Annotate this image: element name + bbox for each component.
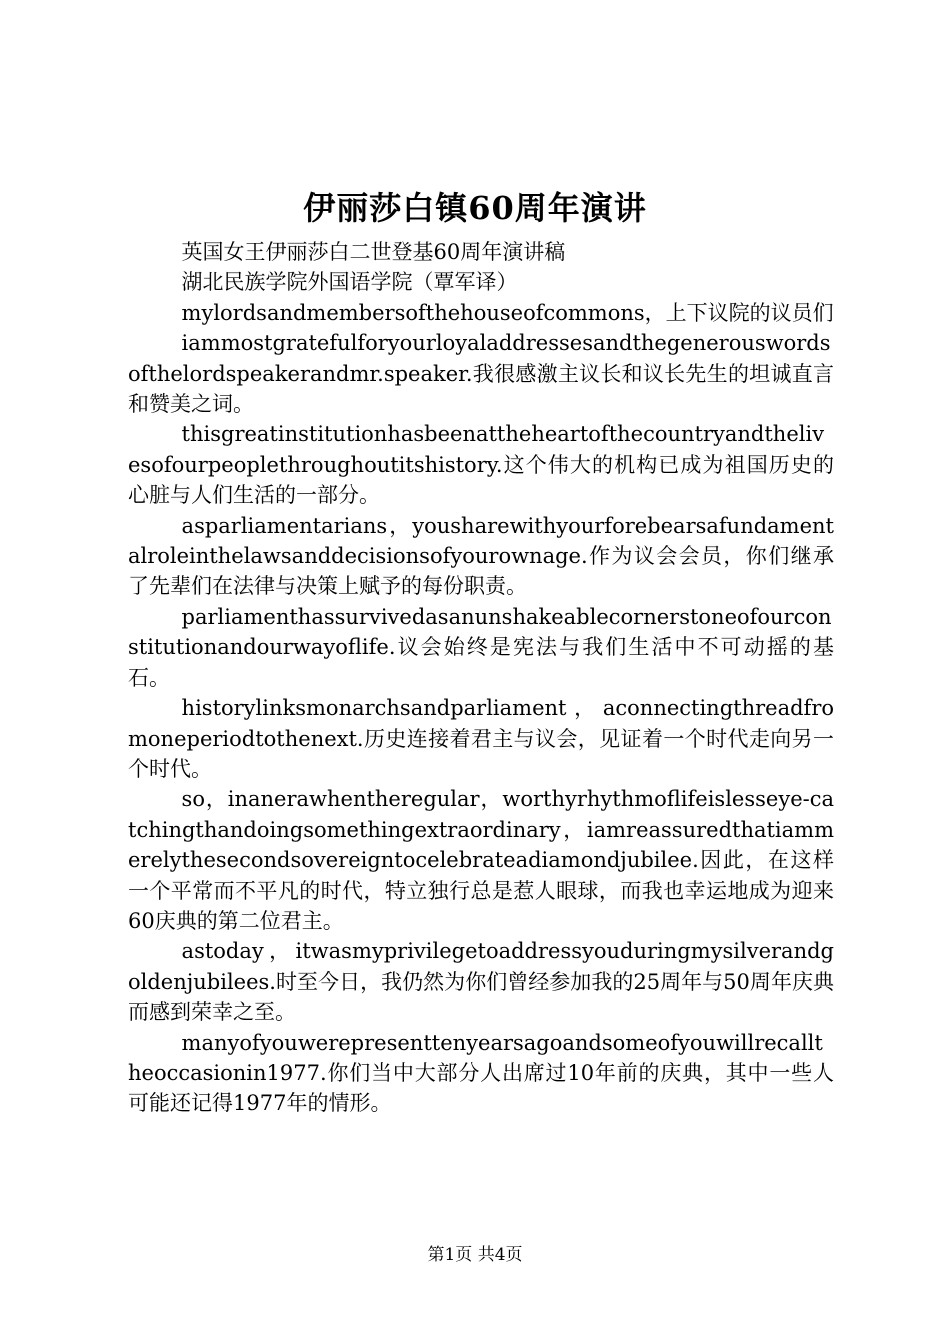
paragraph-translator: 湖北民族学院外国语学院（覃军译） [181,270,518,295]
paragraph-occasion: manyofyouwerepresenttenyearsagoandsomeofyouwillrecalltheoccasionin1977.你们当中大部分人出席过10年前的庆典，其中一些人可能还记得1977年的情形。 [128,1030,834,1116]
paragraph-cornerstone: parliamenthassurvivedasanunshakeablecornerstoneofourconstitutionandourwayoflife.议会始终是宪法与我们生活中不可动摇的基石。 [128,604,834,690]
paragraph-subtitle: 英国女王伊丽莎白二世登基60周年演讲稿 [181,240,566,264]
paragraph-institution: thisgreatinstitutionhasbeenattheheartofthecountryandthelivesofourpeoplethroughoutitshistory.这个伟大的机构已成为祖国历史的心脏与人们生活的一部分。 [128,422,834,508]
paragraph-gratitude: iammostgratefulforyourloyaladdressesandthegenerouswordsofthelordspeakerandmr.speaker.我很感激主议长和议长先生的坦诚直言和赞美之词。 [128,331,834,417]
paragraph-parliamentarians: asparliamentarians，yousharewithyourforebearsafundamentalroleinthelawsanddecisionsofyourownage.作为议会会员，你们继承了先辈们在法律与决策上赋予的每份职责。 [128,513,834,599]
paragraph-jubilee: so，inanerawhentheregular，worthyrhythmoflifeislesseye-catchingthandoingsomethingextraordinary，iamreassuredthatiammerelythesecondsovereigntocelebrateadiamondjubilee.因此，在这样一个平常而不平凡的时代，特立独行总是惹人眼球，而我也幸运地成为迎来60庆典的第二位君主。 [128,787,834,933]
paragraph-privilege: astoday，itwasmyprivilegetoaddressyouduringmysilverandgoldenjubilees.时至今日，我仍然为你们曾经参加我的25周年与50周年庆典而感到荣幸之至。 [128,939,834,1025]
page-footer: 第1页 共4页 [427,1245,523,1265]
paragraph-address: mylordsandmembersofthehouseofcommons，上下议院的议员们 [181,300,834,325]
paragraph-history: historylinksmonarchsandparliament，aconnectingthreadfromoneperiodtothenext.历史连接着君主与议会，见证着一个时代走向另一个时代。 [128,696,834,781]
document-body [128,237,834,1119]
document-title: 伊丽莎白镇60周年演讲 [303,189,647,227]
